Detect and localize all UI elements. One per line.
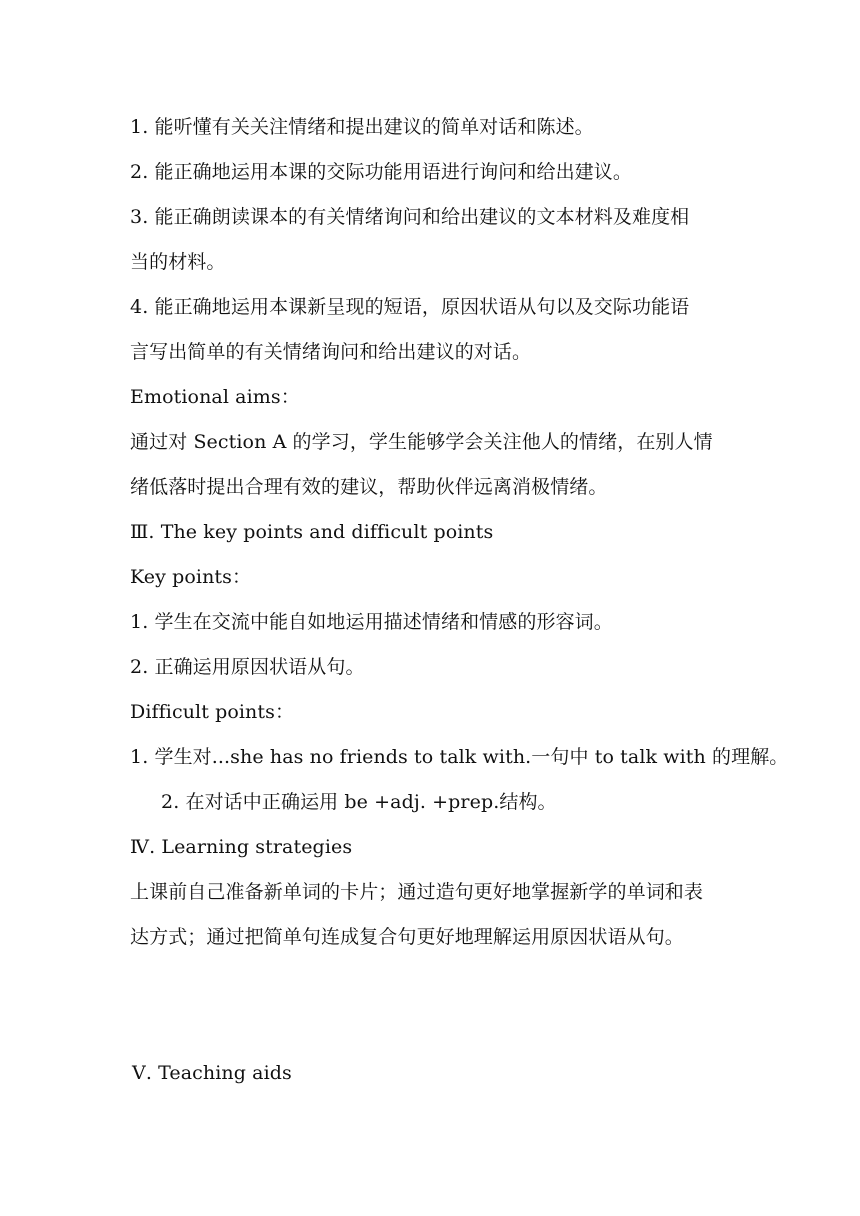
- objective-line-2: 2. 能正确地运用本课的交际功能用语进行询问和给出建议。: [130, 161, 632, 183]
- key-point-2: 2. 正确运用原因状语从句。: [130, 656, 365, 678]
- emotional-aims-line-1: 通过对 Section A 的学习，学生能够学会关注他人的情绪，在别人情: [130, 431, 713, 453]
- key-points-heading: Key points：: [130, 566, 252, 588]
- section-3-heading: Ⅲ. The key points and difficult points: [130, 521, 494, 543]
- objective-line-1: 1. 能听懂有关关注情绪和提出建议的简单对话和陈述。: [130, 116, 594, 138]
- learning-strategies-line-1: 上课前自己准备新单词的卡片；通过造句更好地掌握新学的单词和表: [130, 881, 704, 903]
- emotional-aims-heading: Emotional aims：: [130, 386, 300, 408]
- objective-line-4-cont: 言写出简单的有关情绪询问和给出建议的对话。: [130, 341, 532, 363]
- difficult-points-heading: Difficult points：: [130, 701, 295, 723]
- objective-line-3: 3. 能正确朗读课本的有关情绪询问和给出建议的文本材料及难度相: [130, 206, 690, 228]
- difficult-point-2: 2. 在对话中正确运用 be +adj. +prep.结构。: [161, 791, 557, 813]
- emotional-aims-line-2: 绪低落时提出合理有效的建议，帮助伙伴远离消极情绪。: [130, 476, 608, 498]
- objective-line-3-cont: 当的材料。: [130, 251, 226, 273]
- section-5-heading: Ⅴ. Teaching aids: [132, 1062, 292, 1084]
- difficult-point-1: 1. 学生对...she has no friends to talk with.一句中 to talk with 的理解。: [130, 746, 789, 768]
- key-point-1: 1. 学生在交流中能自如地运用描述情绪和情感的形容词。: [130, 611, 613, 633]
- learning-strategies-line-2: 达方式；通过把简单句连成复合句更好地理解运用原因状语从句。: [130, 926, 684, 948]
- objective-line-4: 4. 能正确地运用本课新呈现的短语，原因状语从句以及交际功能语: [130, 296, 690, 318]
- section-4-heading: Ⅳ. Learning strategies: [130, 836, 353, 858]
